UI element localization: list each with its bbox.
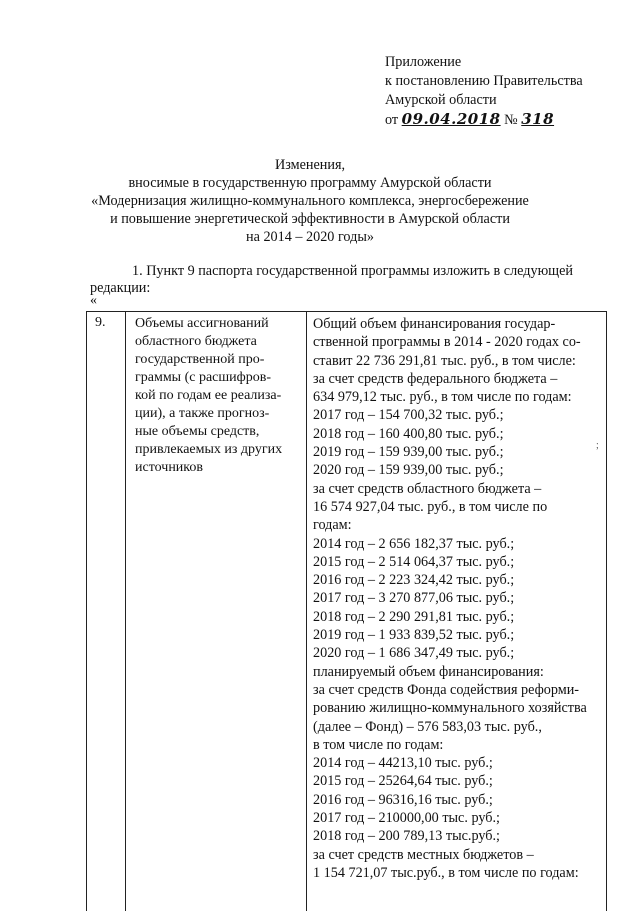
title-line: Изменения,: [274, 157, 346, 173]
content-line: 2019 год – 159 939,00 тыс. руб.;: [313, 444, 504, 461]
content-cell: [313, 315, 605, 882]
label-line: граммы (с расшифров-: [135, 370, 272, 385]
number-sign: №: [504, 112, 518, 128]
label-cell: [135, 315, 300, 477]
content-line: 2020 год – 159 939,00 тыс. руб.;: [313, 462, 504, 479]
content-line: 1 154 721,07 тыс.руб., в том числе по годам:: [313, 864, 579, 881]
date-prefix: от: [385, 112, 399, 128]
content-line: за счет средств областного бюджета –: [313, 480, 542, 497]
label-line: источников: [135, 460, 204, 475]
content-line: 2020 год – 1 686 347,49 тыс. руб.;: [313, 645, 515, 662]
content-line: Общий объем финансирования государ-: [313, 316, 556, 332]
appendix-line-2: к постановлению Правительства: [385, 73, 583, 89]
content-line: 2018 год – 2 290 291,81 тыс. руб.;: [313, 608, 515, 625]
column-divider: [125, 312, 126, 911]
content-line: 16 574 927,04 тыс. руб., в том числе по: [313, 498, 548, 515]
content-line: 2018 год – 160 400,80 тыс. руб.;: [313, 425, 504, 442]
intro-line-2: редакции:: [90, 280, 151, 296]
intro-line-1: 1. Пункт 9 паспорта государственной программы изложить в следующей: [132, 263, 573, 279]
content-line: 2017 год – 154 700,32 тыс. руб.;: [313, 407, 504, 424]
title-line: на 2014 – 2020 годы»: [246, 229, 374, 245]
appendix-line-1: Приложение: [385, 54, 462, 70]
content-line: 2017 год – 210000,00 тыс. руб.;: [313, 810, 500, 827]
content-line: 2015 год – 25264,64 тыс. руб.;: [313, 773, 493, 790]
content-line: ставит 22 736 291,81 тыс. руб., в том числе:: [313, 352, 576, 369]
title-line: и повышение энергетической эффективности в Амурской области: [110, 211, 510, 227]
label-line: Объемы ассигнований: [135, 316, 269, 331]
content-line: за счет средств федерального бюджета –: [313, 370, 558, 387]
title-line: «Модернизация жилищно-коммунального комплекса, энергосбережение: [91, 193, 529, 209]
document-title: [90, 156, 530, 246]
content-line: планируемый объем финансирования:: [313, 663, 544, 680]
content-line: в том числе по годам:: [313, 736, 444, 753]
margin-mark: ;: [596, 440, 599, 451]
label-line: привлекаемых из других: [135, 442, 283, 457]
content-line: 2017 год – 3 270 877,06 тыс. руб.;: [313, 590, 515, 607]
title-line: вносимые в государственную программу Амурской области: [128, 175, 492, 191]
content-line: годам:: [313, 517, 352, 534]
label-line: ные объемы средств,: [135, 424, 260, 439]
appendix-line-3: Амурской области: [385, 92, 497, 108]
content-line: 2019 год – 1 933 839,52 тыс. руб.;: [313, 627, 515, 644]
content-line: 2014 год – 44213,10 тыс. руб.;: [313, 755, 493, 772]
content-line: 2015 год – 2 514 064,37 тыс. руб.;: [313, 553, 515, 570]
label-line: кой по годам ее реализа-: [135, 388, 282, 403]
content-line: за счет средств Фонда содействия реформи-: [313, 681, 580, 698]
intro-paragraph: [90, 263, 610, 297]
content-line: 634 979,12 тыс. руб., в том числе по годам:: [313, 389, 572, 406]
number-value: 318: [521, 110, 555, 128]
appendix-block: [385, 53, 583, 130]
content-line: 2018 год – 200 789,13 тыс.руб.;: [313, 828, 500, 845]
content-line: 2016 год – 96316,16 тыс. руб.;: [313, 791, 493, 808]
content-line: 2016 год – 2 223 324,42 тыс. руб.;: [313, 572, 515, 589]
content-line: 2014 год – 2 656 182,37 тыс. руб.;: [313, 535, 515, 552]
column-divider: [306, 312, 307, 911]
label-line: государственной про-: [135, 352, 265, 367]
item-number-cell: 9.: [95, 315, 106, 330]
label-line: ции), а также прогноз-: [135, 406, 270, 421]
content-line: (далее – Фонд) – 576 583,03 тыс. руб.,: [313, 718, 542, 735]
content-line: ственной программы в 2014 - 2020 годах со-: [313, 334, 581, 351]
date-value: 09.04.2018: [401, 110, 501, 128]
content-line: рованию жилищно-коммунального хозяйства: [313, 700, 587, 717]
open-quote: «: [90, 293, 97, 308]
content-line: за счет средств местных бюджетов –: [313, 846, 534, 863]
label-line: областного бюджета: [135, 334, 257, 349]
appendix-date-line: [385, 110, 583, 130]
passport-table: [86, 311, 607, 911]
